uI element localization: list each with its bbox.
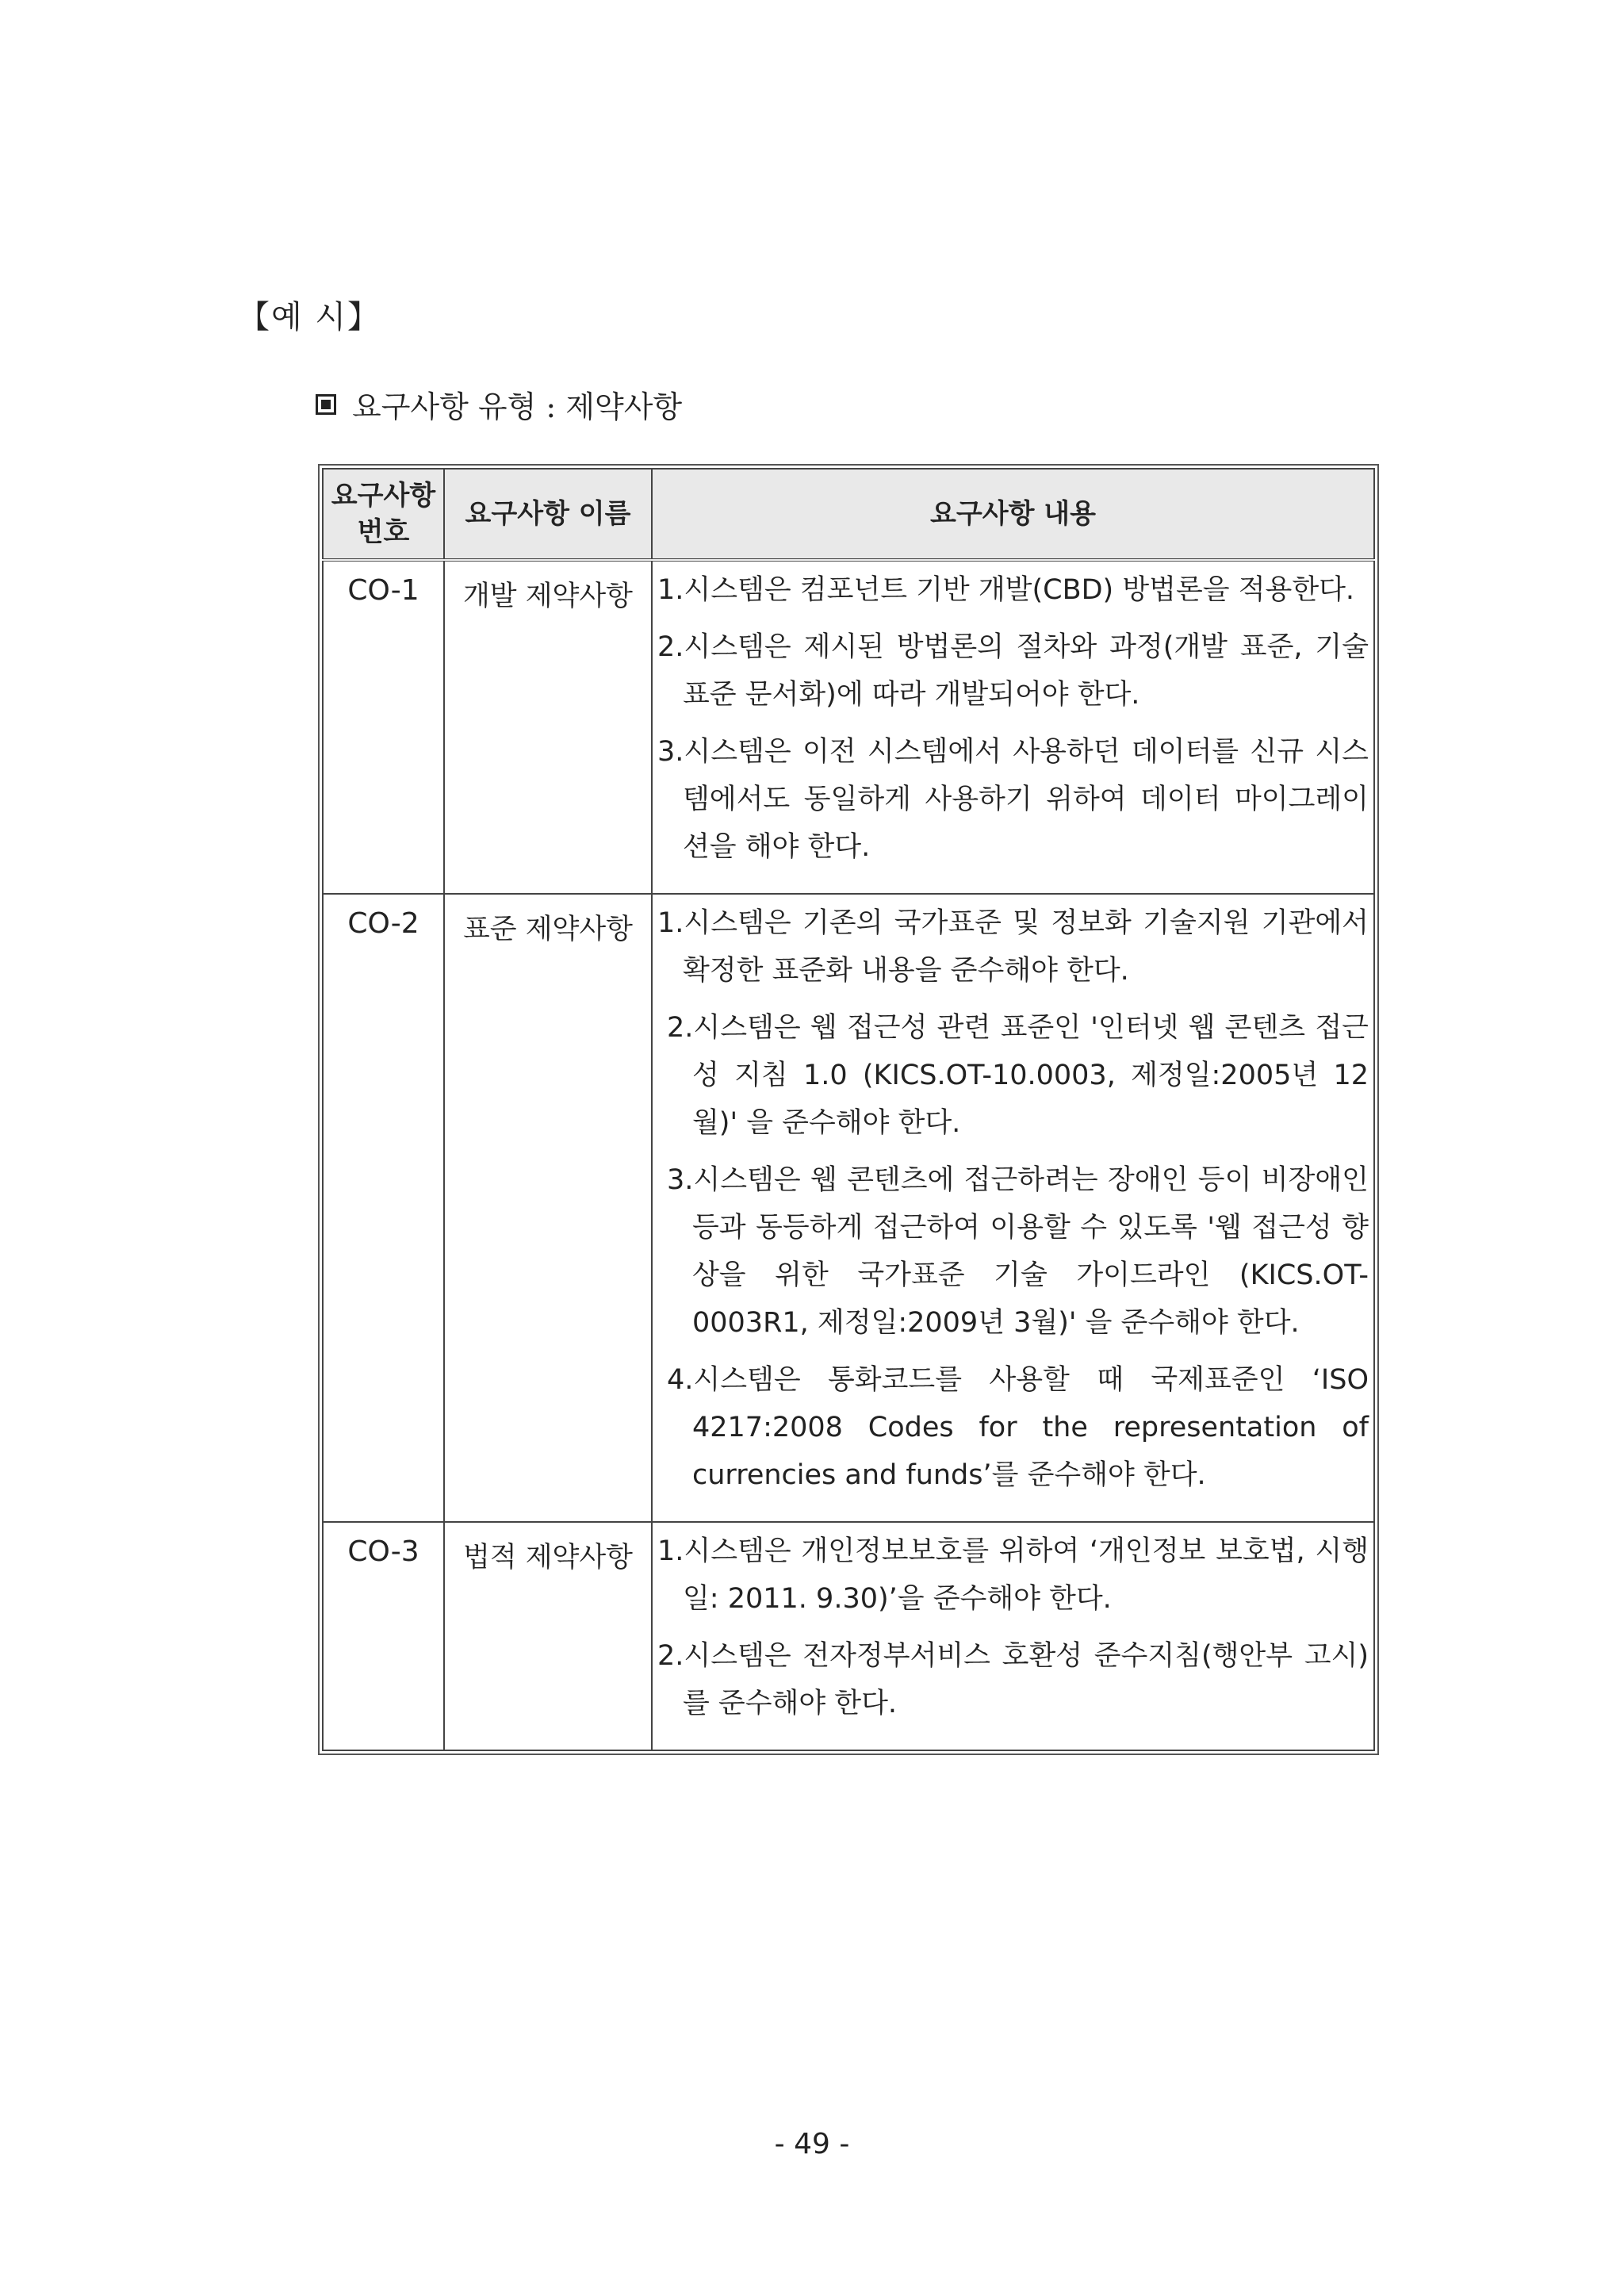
row-code: CO-2 [323,894,444,1522]
header-content [652,469,1374,560]
requirement-item: 4.시스템은 통화코드를 사용할 때 국제표준인 ‘ISO 4217:2008 Codes for the representation of currencies and funds’를 준수해야 한다. [667,1364,1369,1491]
requirement-item: 2.시스템은 전자정부서비스 호환성 준수지침(행안부 고시)를 준수해야 한다. [657,1640,1369,1719]
requirement-item: 1.시스템은 기존의 국가표준 및 정보화 기술지원 기관에서 확정한 표준화 내용을 준수해야 한다. [657,907,1369,987]
table-row [323,560,1374,894]
header-number-text: 요구사항 번호 [331,480,436,548]
row-content [652,894,1374,1522]
requirement-item: 3.시스템은 웹 콘텐츠에 접근하려는 장애인 등이 비장애인 등과 동등하게 접근하여 이용할 수 있도록 '웹 접근성 향상을 위한 국가표준 기술 가이드라인 (KICS.OT-0003R1, 제정일:2009년 3월)' 을 준수해야 한다. [667,1164,1369,1339]
requirements-table [322,468,1375,1751]
table-row [323,1522,1374,1750]
row-code: CO-1 [323,560,444,894]
header-name [444,469,652,560]
row-content [652,1522,1374,1750]
requirement-item: 1.시스템은 개인정보보호를 위하여 ‘개인정보 보호법, 시행일: 2011. 9.30)’을 준수해야 한다. [657,1535,1369,1615]
table-header-row [323,469,1374,560]
requirement-type-line [316,382,682,426]
requirements-table-frame [318,464,1379,1755]
header-number [323,469,444,560]
filled-square-icon [316,394,336,415]
example-title: 【예 시】 [238,299,381,335]
page-number: - 49 - [774,2128,850,2160]
requirement-item: 3.시스템은 이전 시스템에서 사용하던 데이터를 신규 시스템에서도 동일하게 사용하기 위하여 데이터 마이그레이션을 해야 한다. [657,736,1369,863]
row-code: CO-3 [323,1522,444,1750]
header-content-text: 요구사항 내용 [930,498,1096,530]
row-content [652,560,1374,894]
requirement-item: 2.시스템은 웹 접근성 관련 표준인 '인터넷 웹 콘텐츠 접근성 지침 1.0 (KICS.OT-10.0003, 제정일:2005년 12월)' 을 준수해야 한다. [667,1012,1369,1139]
header-name-text: 요구사항 이름 [465,498,631,530]
row-name: 개발 제약사항 [444,560,652,894]
row-name: 법적 제약사항 [444,1522,652,1750]
requirement-type-text: 요구사항 유형 : 제약사항 [352,389,683,424]
table-row [323,894,1374,1522]
requirement-item: 2.시스템은 제시된 방법론의 절차와 과정(개발 표준, 기술표준 문서화)에 따라 개발되어야 한다. [657,631,1369,711]
row-name: 표준 제약사항 [444,894,652,1522]
requirement-item: 1.시스템은 컴포넌트 기반 개발(CBD) 방법론을 적용한다. [657,574,1355,606]
